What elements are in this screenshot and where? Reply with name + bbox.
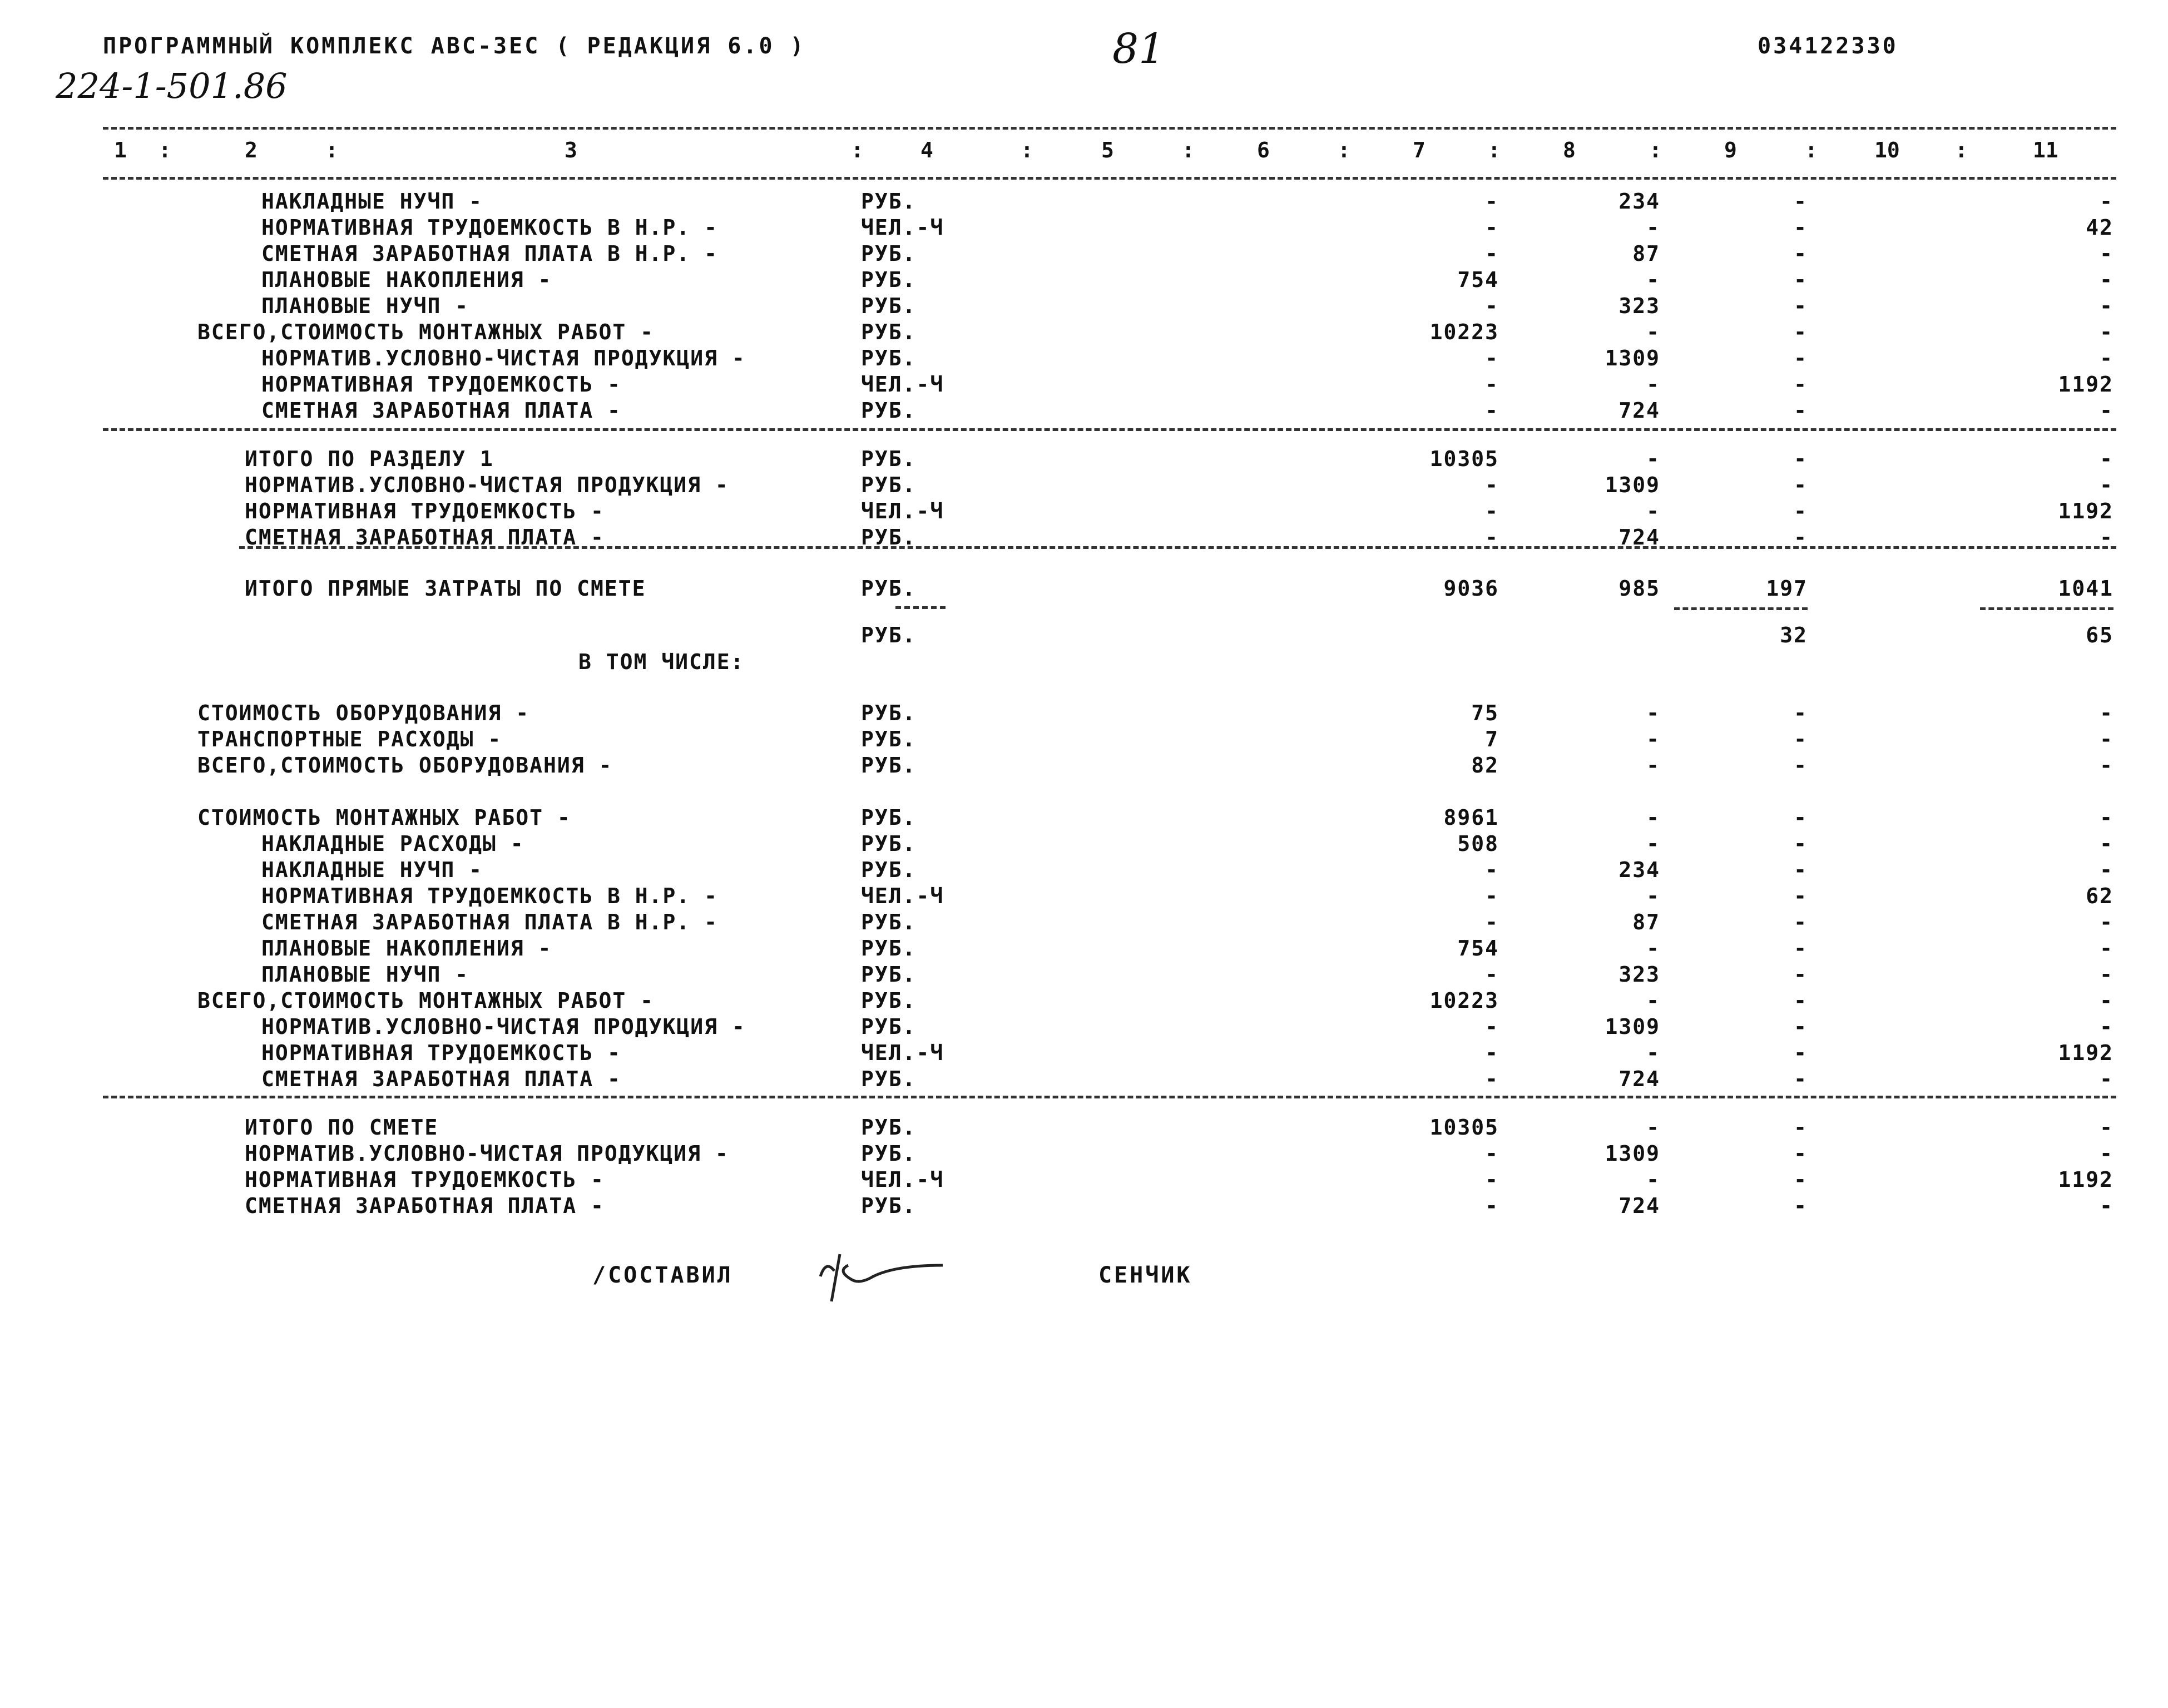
- column-header-2: 2: [245, 138, 258, 162]
- table-row: [0, 1141, 2168, 1167]
- row-col-11: -: [2100, 1115, 2113, 1140]
- row-label: ПЛАНОВЫЕ НУЧП -: [261, 294, 469, 318]
- row-col-7: 10223: [1429, 320, 1499, 344]
- row-label: НОРМАТИВ.УСЛОВНО-ЧИСТАЯ ПРОДУКЦИЯ -: [245, 473, 729, 497]
- row-col-7: -: [1485, 346, 1499, 370]
- row-label: НОРМАТИВНАЯ ТРУДОЕМКОСТЬ В Н.Р. -: [261, 215, 718, 240]
- row-col-11: 65: [2086, 623, 2113, 647]
- table-row: [0, 831, 2168, 857]
- row-label: НОРМАТИВ.УСЛОВНО-ЧИСТАЯ ПРОДУКЦИЯ -: [245, 1141, 729, 1166]
- handwritten-reference: 224-1-501.86: [56, 66, 288, 106]
- column-separator: :: [1021, 138, 1033, 162]
- column-header-11: 11: [2033, 138, 2058, 162]
- row-unit: РУБ.: [861, 241, 917, 266]
- row-col-7: 75: [1471, 701, 1499, 725]
- row-col-7: -: [1485, 1067, 1499, 1091]
- row-label: СТОИМОСТЬ ОБОРУДОВАНИЯ -: [197, 701, 530, 725]
- row-col-8: -: [1646, 268, 1660, 292]
- table-row: [0, 936, 2168, 962]
- column-header-1: 1: [114, 138, 127, 162]
- section-rule: [103, 1096, 2116, 1098]
- row-col-8: -: [1646, 499, 1660, 523]
- row-unit: РУБ.: [861, 1115, 917, 1140]
- row-col-11: -: [2100, 858, 2113, 882]
- column-separator: :: [1649, 138, 1662, 162]
- row-col-9: -: [1794, 701, 1808, 725]
- row-col-7: -: [1485, 372, 1499, 397]
- row-col-7: 10223: [1429, 988, 1499, 1013]
- row-unit: РУБ.: [861, 805, 917, 830]
- row-col-8: 323: [1618, 294, 1660, 318]
- row-col-7: -: [1485, 1167, 1499, 1192]
- row-col-9: -: [1794, 499, 1808, 523]
- row-col-7: -: [1485, 294, 1499, 318]
- row-col-8: 87: [1632, 241, 1660, 266]
- table-row: [0, 988, 2168, 1014]
- row-col-7: -: [1485, 910, 1499, 934]
- column-header-7: 7: [1413, 138, 1425, 162]
- row-unit: РУБ.: [861, 447, 917, 471]
- row-col-8: 724: [1618, 1067, 1660, 1091]
- table-row: [0, 910, 2168, 935]
- row-unit: ЧЕЛ.-Ч: [861, 499, 944, 523]
- row-col-8: -: [1646, 753, 1660, 778]
- row-col-11: -: [2100, 398, 2113, 423]
- row-col-11: 1192: [2058, 1167, 2113, 1192]
- table-row: [0, 215, 2168, 241]
- row-col-11: -: [2100, 805, 2113, 830]
- column-header-5: 5: [1101, 138, 1114, 162]
- column-separator: :: [851, 138, 864, 162]
- column-separator: :: [1338, 138, 1350, 162]
- row-col-9: -: [1794, 1194, 1808, 1218]
- row-label: ПЛАНОВЫЕ НАКОПЛЕНИЯ -: [261, 268, 552, 292]
- column-header-10: 10: [1874, 138, 1900, 162]
- row-unit: ЧЕЛ.-Ч: [861, 1041, 944, 1065]
- row-label: НОРМАТИВ.УСЛОВНО-ЧИСТАЯ ПРОДУКЦИЯ -: [261, 1014, 746, 1039]
- row-col-11: -: [2100, 727, 2113, 751]
- table-row: [0, 1115, 2168, 1141]
- row-unit: РУБ.: [861, 858, 917, 882]
- row-col-8: -: [1646, 1167, 1660, 1192]
- row-col-7: -: [1485, 525, 1499, 549]
- row-col-8: -: [1646, 215, 1660, 240]
- row-col-8: -: [1646, 831, 1660, 856]
- section-rule: [103, 428, 2116, 431]
- row-col-8: 87: [1632, 910, 1660, 934]
- column-header-9: 9: [1724, 138, 1737, 162]
- subtotal-rule: [1980, 607, 2113, 610]
- row-label: ПЛАНОВЫЕ НУЧП -: [261, 962, 469, 987]
- row-label: НОРМАТИВНАЯ ТРУДОЕМКОСТЬ -: [261, 1041, 621, 1065]
- row-col-11: -: [2100, 936, 2113, 961]
- row-col-7: -: [1485, 398, 1499, 423]
- row-col-9: -: [1794, 215, 1808, 240]
- row-col-9: -: [1794, 910, 1808, 934]
- row-label: ТРАНСПОРТНЫЕ РАСХОДЫ -: [197, 727, 502, 751]
- row-col-7: -: [1485, 1194, 1499, 1218]
- row-col-8: -: [1646, 320, 1660, 344]
- row-col-8: 323: [1618, 962, 1660, 987]
- row-col-11: -: [2100, 320, 2113, 344]
- row-col-7: 82: [1471, 753, 1499, 778]
- row-col-11: -: [2100, 447, 2113, 471]
- row-col-8: -: [1646, 1115, 1660, 1140]
- header-bottom-rule: [103, 177, 2116, 180]
- row-col-9: -: [1794, 858, 1808, 882]
- row-unit: РУБ.: [861, 473, 917, 497]
- row-label: ПЛАНОВЫЕ НАКОПЛЕНИЯ -: [261, 936, 552, 961]
- row-col-8: -: [1646, 727, 1660, 751]
- row-col-9: -: [1794, 753, 1808, 778]
- row-col-8: -: [1646, 884, 1660, 908]
- row-col-7: 10305: [1429, 1115, 1499, 1140]
- table-row: [0, 1167, 2168, 1193]
- table-row: [0, 447, 2168, 472]
- row-col-11: -: [2100, 1194, 2113, 1218]
- row-col-7: 8961: [1443, 805, 1499, 830]
- subtotal-rule: [895, 606, 946, 609]
- row-unit: РУБ.: [861, 398, 917, 423]
- row-unit: РУБ.: [861, 1194, 917, 1218]
- row-col-7: -: [1485, 215, 1499, 240]
- row-col-9: 32: [1780, 623, 1808, 647]
- table-row: [0, 1067, 2168, 1092]
- row-unit: РУБ.: [861, 962, 917, 987]
- row-unit: РУБ.: [861, 189, 917, 214]
- row-col-9: -: [1794, 1115, 1808, 1140]
- row-col-7: -: [1485, 858, 1499, 882]
- row-label: ВСЕГО,СТОИМОСТЬ МОНТАЖНЫХ РАБОТ -: [197, 988, 654, 1013]
- row-label: ВСЕГО,СТОИМОСТЬ МОНТАЖНЫХ РАБОТ -: [197, 320, 654, 344]
- column-header-4: 4: [920, 138, 933, 162]
- row-unit: РУБ.: [861, 727, 917, 751]
- row-col-7: -: [1485, 499, 1499, 523]
- table-row: [0, 499, 2168, 524]
- row-col-8: -: [1646, 1041, 1660, 1065]
- row-col-9: -: [1794, 1041, 1808, 1065]
- row-unit: РУБ.: [861, 525, 917, 549]
- signature-image: [809, 1237, 954, 1304]
- row-col-7: -: [1485, 473, 1499, 497]
- section-rule: [239, 546, 2116, 549]
- row-col-9: -: [1794, 525, 1808, 549]
- row-unit: ЧЕЛ.-Ч: [861, 372, 944, 397]
- row-col-9: -: [1794, 884, 1808, 908]
- row-col-9: -: [1794, 189, 1808, 214]
- row-col-9: -: [1794, 372, 1808, 397]
- row-col-9: -: [1794, 1167, 1808, 1192]
- row-col-8: 985: [1618, 576, 1660, 601]
- column-header-row: [103, 138, 2116, 171]
- row-unit: РУБ.: [861, 701, 917, 725]
- row-label: НОРМАТИВНАЯ ТРУДОЕМКОСТЬ -: [261, 372, 621, 397]
- row-col-11: -: [2100, 1067, 2113, 1091]
- row-col-7: -: [1485, 1141, 1499, 1166]
- row-col-7: 754: [1457, 936, 1499, 961]
- row-col-11: -: [2100, 294, 2113, 318]
- row-col-8: -: [1646, 988, 1660, 1013]
- row-col-9: -: [1794, 936, 1808, 961]
- row-col-9: -: [1794, 805, 1808, 830]
- row-col-7: 508: [1457, 831, 1499, 856]
- table-row: [0, 884, 2168, 909]
- row-col-8: -: [1646, 372, 1660, 397]
- row-col-11: 1192: [2058, 372, 2113, 397]
- table-row: [0, 1041, 2168, 1066]
- row-unit: РУБ.: [861, 623, 917, 647]
- row-col-11: -: [2100, 1141, 2113, 1166]
- row-label: НОРМАТИВНАЯ ТРУДОЕМКОСТЬ В Н.Р. -: [261, 884, 718, 908]
- row-col-9: -: [1794, 447, 1808, 471]
- table-row: [0, 189, 2168, 215]
- row-col-11: -: [2100, 910, 2113, 934]
- row-col-8: 724: [1618, 1194, 1660, 1218]
- row-label: СТОИМОСТЬ МОНТАЖНЫХ РАБОТ -: [197, 805, 571, 830]
- row-col-9: -: [1794, 1014, 1808, 1039]
- column-separator: :: [325, 138, 338, 162]
- row-col-7: -: [1485, 1041, 1499, 1065]
- row-label: ИТОГО ПО СМЕТЕ: [245, 1115, 439, 1140]
- row-unit: РУБ.: [861, 320, 917, 344]
- row-unit: РУБ.: [861, 1067, 917, 1091]
- row-col-7: -: [1485, 189, 1499, 214]
- table-row: [0, 576, 2168, 602]
- column-header-8: 8: [1563, 138, 1576, 162]
- row-unit: РУБ.: [861, 1014, 917, 1039]
- table-row: [0, 753, 2168, 779]
- row-col-8: 1309: [1605, 1141, 1660, 1166]
- table-row: [0, 623, 2168, 648]
- column-separator: :: [1955, 138, 1968, 162]
- row-unit: РУБ.: [861, 294, 917, 318]
- composer-surname: СЕНЧИК: [1098, 1263, 1192, 1288]
- row-col-11: -: [2100, 473, 2113, 497]
- row-col-9: -: [1794, 320, 1808, 344]
- row-col-11: -: [2100, 701, 2113, 725]
- row-col-8: 1309: [1605, 1014, 1660, 1039]
- row-col-7: -: [1485, 241, 1499, 266]
- table-row: [0, 727, 2168, 752]
- table-row: [0, 805, 2168, 831]
- document-code: 0341223З0: [1758, 33, 1898, 59]
- row-col-8: 234: [1618, 858, 1660, 882]
- row-col-8: 1309: [1605, 473, 1660, 497]
- row-col-11: -: [2100, 753, 2113, 778]
- row-label: СМЕТНАЯ ЗАРАБОТНАЯ ПЛАТА В Н.Р. -: [261, 241, 718, 266]
- row-col-9: -: [1794, 241, 1808, 266]
- row-label: НАКЛАДНЫЕ РАСХОДЫ -: [261, 831, 524, 856]
- row-col-9: -: [1794, 398, 1808, 423]
- row-col-11: -: [2100, 525, 2113, 549]
- row-col-9: -: [1794, 831, 1808, 856]
- row-col-11: -: [2100, 268, 2113, 292]
- row-unit: РУБ.: [861, 1141, 917, 1166]
- row-col-7: -: [1485, 962, 1499, 987]
- table-row: [0, 650, 2168, 675]
- table-row: [0, 962, 2168, 988]
- table-row: [0, 320, 2168, 345]
- row-col-11: 42: [2086, 215, 2113, 240]
- row-unit: РУБ.: [861, 268, 917, 292]
- column-header-3: 3: [565, 138, 577, 162]
- row-col-11: -: [2100, 1014, 2113, 1039]
- row-label: СМЕТНАЯ ЗАРАБОТНАЯ ПЛАТА -: [261, 1067, 621, 1091]
- top-rule: [103, 127, 2116, 130]
- row-col-7: 7: [1485, 727, 1499, 751]
- row-col-7: -: [1485, 884, 1499, 908]
- row-label: НАКЛАДНЫЕ НУЧП -: [261, 189, 483, 214]
- row-label: НОРМАТИВНАЯ ТРУДОЕМКОСТЬ -: [245, 1167, 605, 1192]
- row-col-11: -: [2100, 831, 2113, 856]
- row-col-11: -: [2100, 241, 2113, 266]
- row-col-9: -: [1794, 268, 1808, 292]
- row-col-8: 724: [1618, 525, 1660, 549]
- row-col-9: -: [1794, 473, 1808, 497]
- row-col-9: -: [1794, 962, 1808, 987]
- row-col-11: 1192: [2058, 499, 2113, 523]
- row-col-11: -: [2100, 189, 2113, 214]
- row-col-7: 9036: [1443, 576, 1499, 601]
- row-unit: РУБ.: [861, 346, 917, 370]
- row-label: НОРМАТИВНАЯ ТРУДОЕМКОСТЬ -: [245, 499, 605, 523]
- table-row: [0, 1194, 2168, 1219]
- row-col-8: -: [1646, 701, 1660, 725]
- subtotal-rule: [1674, 607, 1808, 610]
- row-col-9: -: [1794, 346, 1808, 370]
- row-col-11: 1192: [2058, 1041, 2113, 1065]
- row-unit: РУБ.: [861, 753, 917, 778]
- row-col-9: -: [1794, 988, 1808, 1013]
- table-row: [0, 858, 2168, 883]
- row-col-8: -: [1646, 805, 1660, 830]
- column-separator: :: [1182, 138, 1195, 162]
- table-row: [0, 372, 2168, 398]
- row-label: СМЕТНАЯ ЗАРАБОТНАЯ ПЛАТА -: [245, 1194, 605, 1218]
- table-row: [0, 701, 2168, 726]
- table-row: [0, 1014, 2168, 1040]
- row-label: В ТОМ ЧИСЛЕ:: [578, 650, 745, 674]
- row-col-8: -: [1646, 447, 1660, 471]
- row-unit: РУБ.: [861, 936, 917, 961]
- column-header-6: 6: [1257, 138, 1270, 162]
- page-number: 81: [1112, 25, 1165, 73]
- row-label: ИТОГО ПРЯМЫЕ ЗАТРАТЫ ПО СМЕТЕ: [245, 576, 646, 601]
- row-label: СМЕТНАЯ ЗАРАБОТНАЯ ПЛАТА В Н.Р. -: [261, 910, 718, 934]
- table-row: [0, 473, 2168, 498]
- row-label: ИТОГО ПО РАЗДЕЛУ 1: [245, 447, 494, 471]
- row-col-11: -: [2100, 988, 2113, 1013]
- row-label: НОРМАТИВ.УСЛОВНО-ЧИСТАЯ ПРОДУКЦИЯ -: [261, 346, 746, 370]
- row-label: НАКЛАДНЫЕ НУЧП -: [261, 858, 483, 882]
- row-unit: РУБ.: [861, 831, 917, 856]
- row-unit: РУБ.: [861, 988, 917, 1013]
- row-col-7: -: [1485, 1014, 1499, 1039]
- table-row: [0, 346, 2168, 372]
- row-col-9: -: [1794, 294, 1808, 318]
- row-col-11: -: [2100, 962, 2113, 987]
- row-col-9: 197: [1766, 576, 1808, 601]
- row-col-9: -: [1794, 727, 1808, 751]
- row-unit: РУБ.: [861, 576, 917, 601]
- row-col-9: -: [1794, 1067, 1808, 1091]
- table-row: [0, 398, 2168, 424]
- row-col-11: 1041: [2058, 576, 2113, 601]
- column-separator: :: [1805, 138, 1818, 162]
- row-unit: ЧЕЛ.-Ч: [861, 215, 944, 240]
- row-col-8: 234: [1618, 189, 1660, 214]
- row-label: ВСЕГО,СТОИМОСТЬ ОБОРУДОВАНИЯ -: [197, 753, 613, 778]
- row-col-9: -: [1794, 1141, 1808, 1166]
- table-row: [0, 294, 2168, 319]
- row-col-8: 1309: [1605, 346, 1660, 370]
- row-col-8: 724: [1618, 398, 1660, 423]
- composed-by-label: /СОСТАВИЛ: [592, 1263, 733, 1288]
- column-separator: :: [159, 138, 171, 162]
- row-col-7: 754: [1457, 268, 1499, 292]
- column-separator: :: [1488, 138, 1501, 162]
- table-row: [0, 241, 2168, 267]
- table-row: [0, 268, 2168, 293]
- row-col-8: -: [1646, 936, 1660, 961]
- row-unit: ЧЕЛ.-Ч: [861, 884, 944, 908]
- row-unit: РУБ.: [861, 910, 917, 934]
- row-col-11: -: [2100, 346, 2113, 370]
- row-col-11: 62: [2086, 884, 2113, 908]
- program-header: ПРОГРАММНЫЙ КОМПЛЕКС АВС-ЗЕС ( РЕДАКЦИЯ 6.0 ): [103, 33, 806, 59]
- row-unit: ЧЕЛ.-Ч: [861, 1167, 944, 1192]
- row-col-7: 10305: [1429, 447, 1499, 471]
- row-label: СМЕТНАЯ ЗАРАБОТНАЯ ПЛАТА -: [245, 525, 605, 549]
- row-label: СМЕТНАЯ ЗАРАБОТНАЯ ПЛАТА -: [261, 398, 621, 423]
